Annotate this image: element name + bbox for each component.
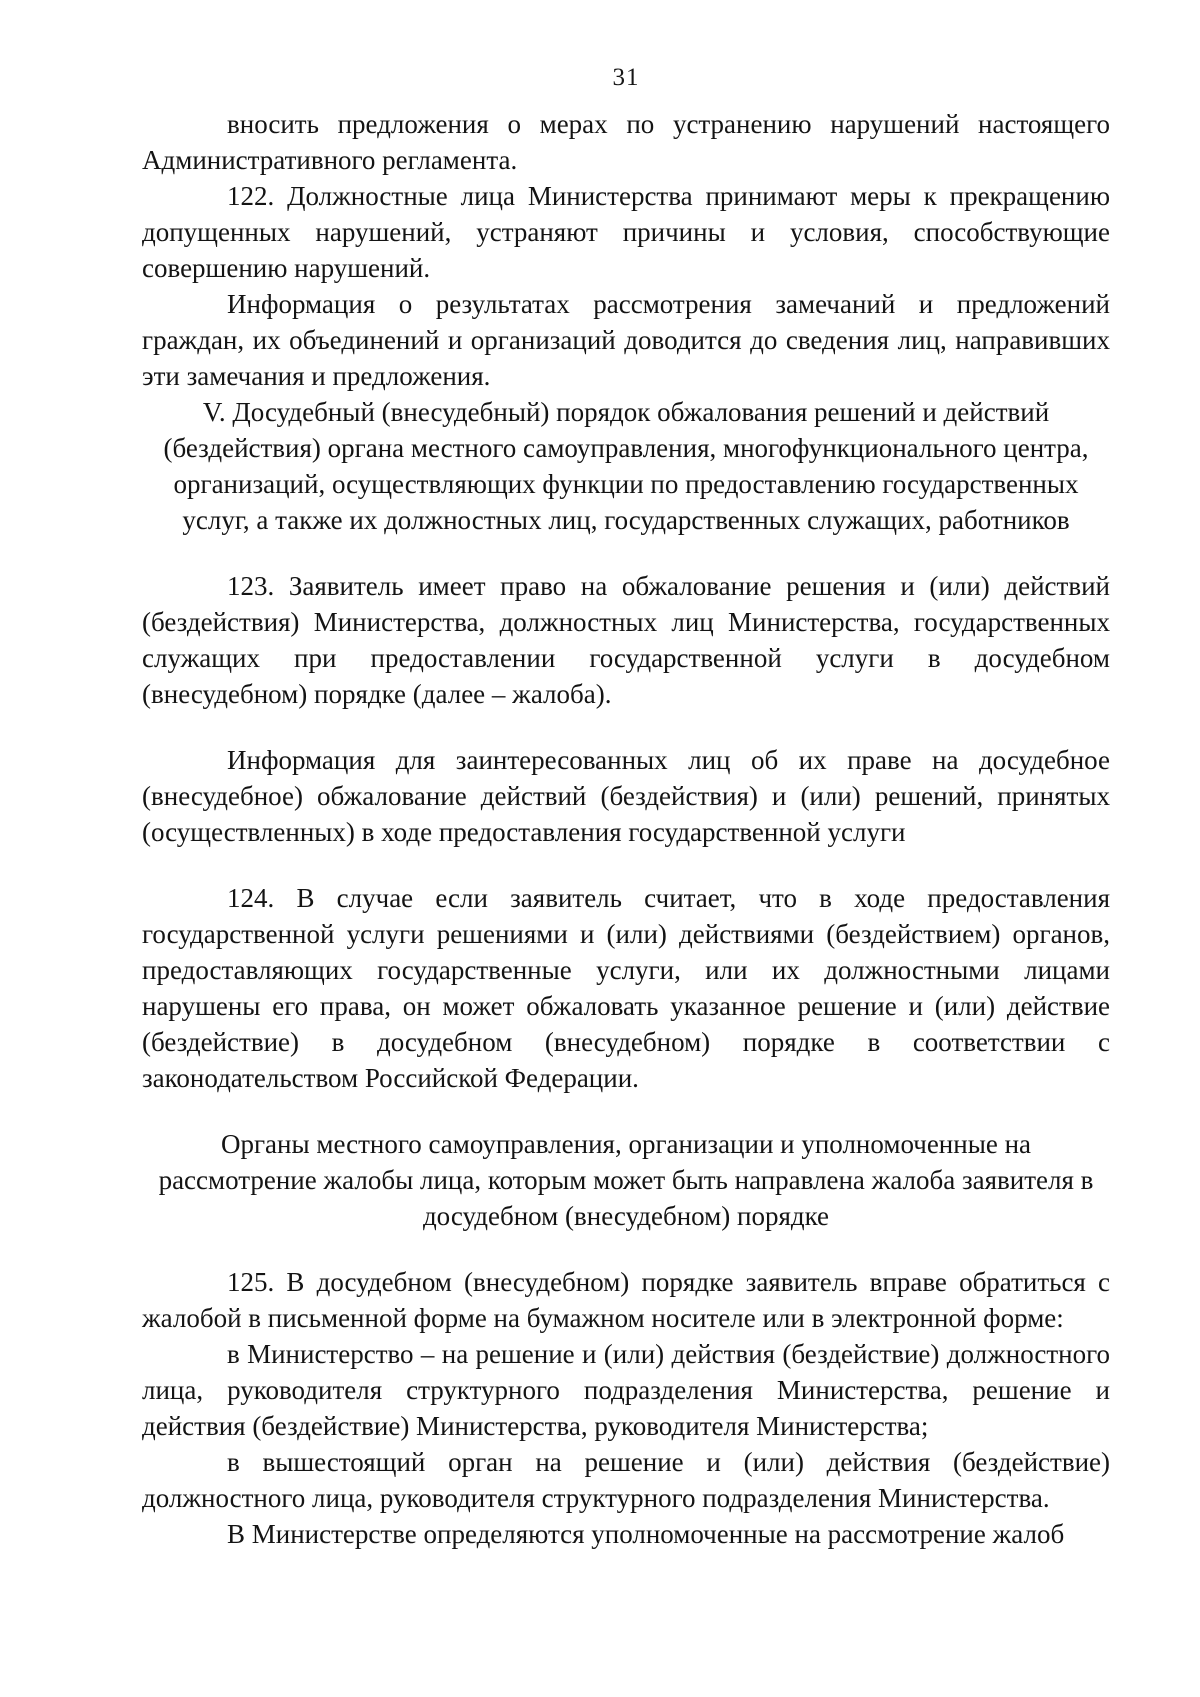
paragraph-125: 125. В досудебном (внесудебном) порядке заявитель вправе обратиться с жалобой в письменной форме на бумажном носителе или в электронной форме:	[142, 1267, 1110, 1333]
paragraph-122: 122. Должностные лица Министерства принимают меры к прекращению допущенных нарушений, устраняют причины и условия, способствующие совершению нарушений.	[142, 181, 1110, 283]
paragraph-info-right-to-appeal: Информация для заинтересованных лиц об их праве на досудебное (внесудебное) обжалование действий (бездействия) и (или) решений, принятых (осуществленных) в ходе предоставления государственной услуги	[142, 745, 1110, 847]
paragraph-125-higher-authority: в вышестоящий орган на решение и (или) действия (бездействие) должностного лица, руководителя структурного подразделения Министерства.	[142, 1447, 1110, 1513]
page-number: 31	[612, 64, 640, 91]
paragraph-info-results: Информация о результатах рассмотрения замечаний и предложений граждан, их объединений и организаций доводится до сведения лиц, направивших эти замечания и предложения.	[142, 289, 1110, 391]
document-body	[142, 106, 1110, 1552]
paragraph-125-ministry: в Министерство – на решение и (или) действия (бездействие) должностного лица, руководителя структурного подразделения Министерства, решение и действия (бездействие) Министерства, руководителя Министерства;	[142, 1339, 1110, 1441]
paragraph-125-authorized: В Министерстве определяются уполномоченные на рассмотрение жалоб	[227, 1519, 1065, 1549]
paragraph-124: 124. В случае если заявитель считает, что в ходе предоставления государственной услуги решениями и (или) действиями (бездействием) органов, предоставляющих государственные услуги, или их должностными лицами нарушены его права, он может обжаловать указанное решение и (или) действие (бездействие) в досудебном (внесудебном) порядке в соответствии с законодательством Российской Федерации.	[142, 883, 1110, 1093]
paragraph-123: 123. Заявитель имеет право на обжалование решения и (или) действий (бездействия) Министерства, должностных лиц Министерства, государственных служащих при предоставлении государственной услуги в досудебном (внесудебном) порядке (далее – жалоба).	[142, 571, 1110, 709]
section-heading-v: V. Досудебный (внесудебный) порядок обжалования решений и действий (бездействия) органа местного самоуправления, многофункционального центра, организаций, осуществляющих функции по предоставлению государственных услуг, а также их должностных лиц, государственных служащих, работников	[163, 397, 1089, 535]
paragraph-continuation: вносить предложения о мерах по устранению нарушений настоящего Административного регламента.	[142, 109, 1110, 175]
section-heading-authorities: Органы местного самоуправления, организации и уполномоченные на рассмотрение жалобы лица, которым может быть направлена жалоба заявителя в досудебном (внесудебном) порядке	[158, 1129, 1094, 1231]
